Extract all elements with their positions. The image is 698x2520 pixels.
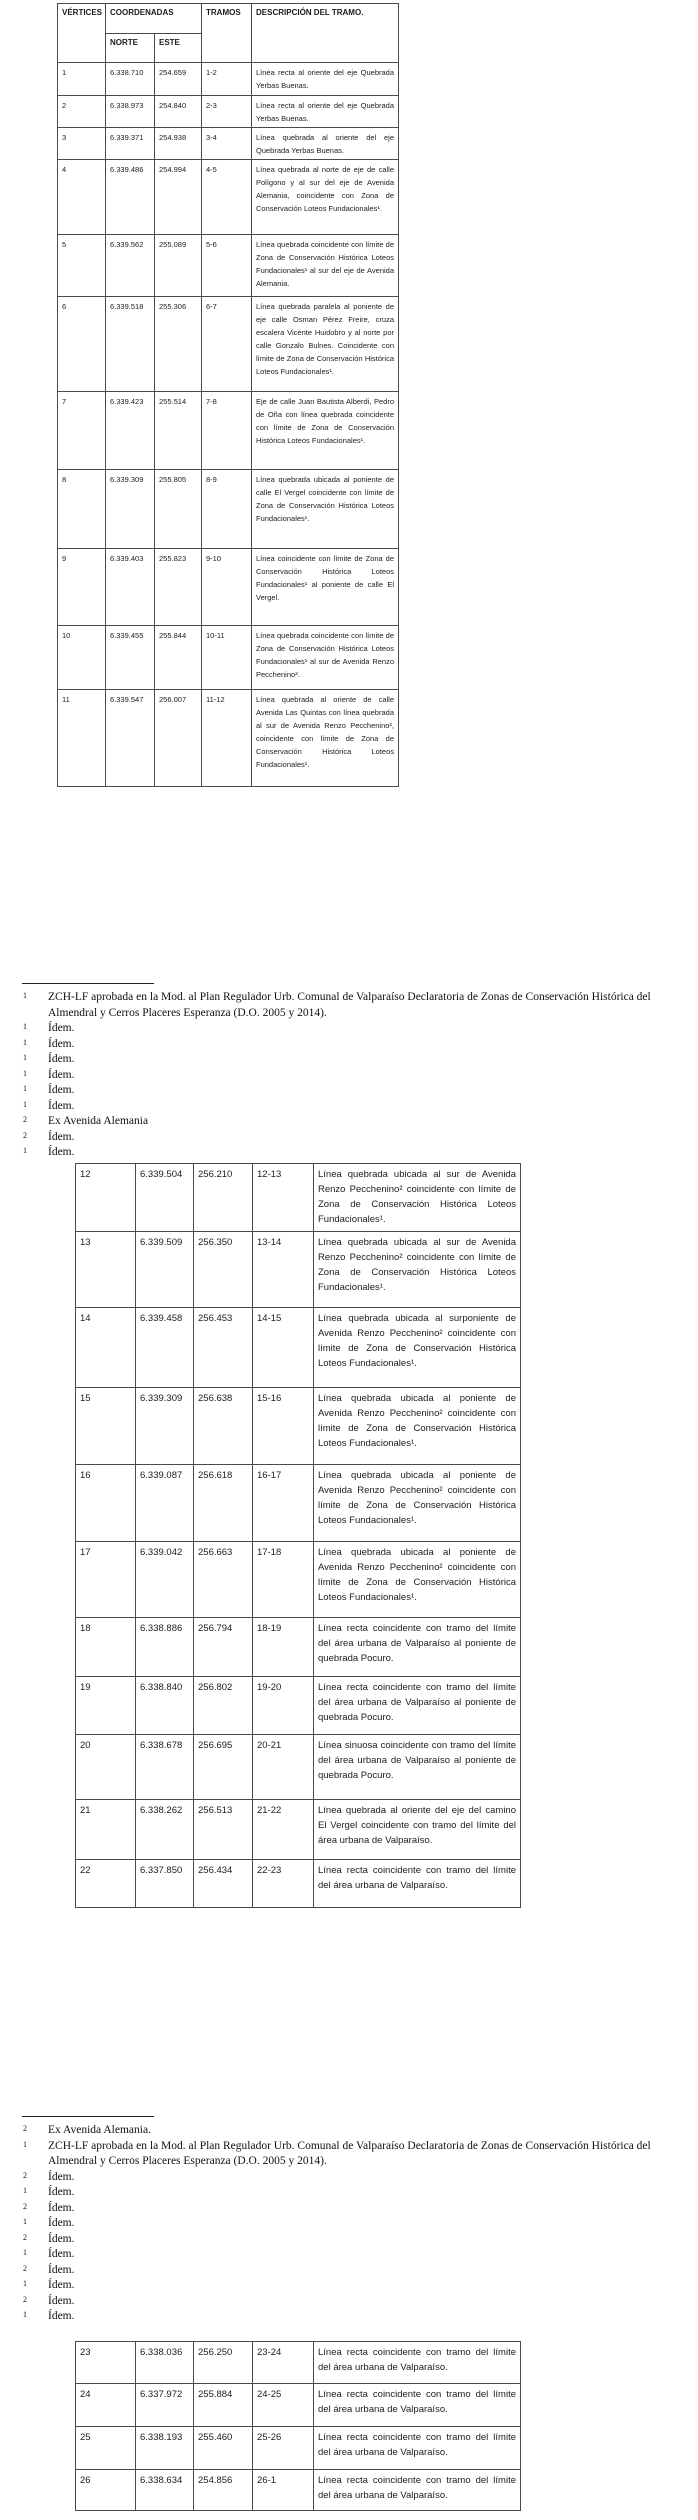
footnote-text: Ídem. [48,2201,75,2214]
footnote-text: Ídem. [48,2294,75,2307]
cell-vertice: 7 [58,392,106,470]
cell-vertice: 2 [58,96,106,128]
cell-norte: 6.338.678 [136,1735,194,1800]
cell-tramo: 14-15 [253,1308,314,1388]
footnote-text: Ídem. [48,2248,75,2260]
cell-tramo: 6-7 [202,297,252,392]
cell-vertice: 10 [58,626,106,690]
cell-norte: 6.339.309 [106,470,155,549]
footnote-item [20,2232,682,2248]
cell-descripcion: Línea quebrada ubicada al poniente de Avenida Renzo Pecchenino² coincidente con límite de Zona de Conservación Histórica Loteos Fundacionales¹. [314,1388,521,1465]
footnote-item [20,2201,682,2217]
cell-tramo: 18-19 [253,1618,314,1677]
cell-vertice: 14 [76,1308,136,1388]
cell-norte: 6.339.504 [136,1164,194,1232]
footnote-marker: 1 [23,1068,27,1078]
cell-descripcion: Línea quebrada paralela al poniente de eje calle Osman Pérez Freire, cruza escalera Vicente Huidobro y al norte por calle Gonzalo Bulnes. Coincidente con límite de Zona de Conservación Histórica Loteos Fundacionales¹. [252,297,399,392]
cell-vertice: 26 [76,2470,136,2511]
cell-este: 254.659 [155,63,202,96]
footnote-marker: 1 [23,1099,27,1109]
cell-norte: 6.338.710 [106,63,155,96]
cell-descripcion: Línea recta al oriente del eje Quebrada Yerbas Buenas. [252,96,399,128]
cell-este: 254.840 [155,96,202,128]
cell-vertice: 15 [76,1388,136,1465]
cell-descripcion: Línea quebrada al oriente del eje del camino El Vergel coincidente con tramo del límite del área urbana de Valparaíso. [314,1800,521,1860]
cell-norte: 6.338.840 [136,1677,194,1735]
table-row [76,2384,521,2427]
table3-body [76,2342,521,2511]
footnote-marker: 2 [23,1130,27,1140]
table-row [58,690,399,787]
footnote-marker: 1 [23,1053,27,1062]
footnote-item [20,2216,682,2232]
footnote-text: Ídem. [48,1130,75,1143]
footnote-item [20,2263,682,2279]
cell-descripcion: Línea recta coincidente con tramo del límite del área urbana de Valparaíso. [314,2427,521,2470]
cell-tramo: 10-11 [202,626,252,690]
footnote-marker: 1 [23,1022,27,1031]
table1-body [58,63,399,787]
cell-este: 256.210 [194,1164,253,1232]
cell-este: 256.663 [194,1542,253,1618]
cell-vertice: 6 [58,297,106,392]
cell-este: 255.306 [155,297,202,392]
footnote-item [20,1052,682,1068]
cell-este: 256.250 [194,2342,253,2384]
cell-vertice: 4 [58,160,106,235]
cell-vertice: 22 [76,1860,136,1908]
cell-norte: 6.339.042 [136,1542,194,1618]
cell-norte: 6.337.972 [136,2384,194,2427]
cell-vertice: 17 [76,1542,136,1618]
footnote-text: Ídem. [48,2310,75,2322]
cell-vertice: 3 [58,128,106,160]
cell-norte: 6.338.193 [136,2427,194,2470]
footnote-text: Ídem. [48,2279,75,2291]
table-row [76,1735,521,1800]
cell-norte: 6.339.309 [136,1388,194,1465]
cell-este: 254.856 [194,2470,253,2511]
footnote-text: Ídem. [48,1099,75,1112]
cell-norte: 6.339.518 [106,297,155,392]
cell-norte: 6.339.562 [106,235,155,297]
cell-descripcion: Línea quebrada ubicada al sur de Avenida Renzo Pecchenino² coincidente con límite de Zona de Conservación Histórica Loteos Fundacionales¹. [314,1232,521,1308]
table-row [76,1860,521,1908]
cell-este: 256.513 [194,1800,253,1860]
table-row [58,160,399,235]
cell-descripcion: Línea recta coincidente con tramo del límite del área urbana de Valparaíso. [314,2342,521,2384]
cell-descripcion: Línea recta coincidente con tramo del límite del área urbana de Valparaíso. [314,2470,521,2511]
cell-norte: 6.339.458 [136,1308,194,1388]
footnote-marker: 1 [23,2310,27,2319]
cell-tramo: 1-2 [202,63,252,96]
cell-descripcion: Línea recta coincidente con tramo del límite del área urbana de Valparaíso. [314,2384,521,2427]
header-norte: NORTE [106,34,155,63]
table-row [58,470,399,549]
table-row [58,96,399,128]
footnote-text: ZCH-LF aprobada en la Mod. al Plan Regulador Urb. Comunal de Valparaíso Declaratoria de Zonas de Conservación Histórica del Almendral y Cerros Placeres Esperanza (D.O. 2005 y 2014). [48,2139,651,2167]
header-descripcion: DESCRIPCIÓN DEL TRAMO. [252,4,399,63]
cell-descripcion: Línea quebrada ubicada al surponiente de Avenida Renzo Pecchenino² coincidente con límite de Zona de Conservación Histórica Loteos Fundacionales¹. [314,1308,521,1388]
footnote-marker: 1 [23,2139,27,2149]
cell-vertice: 5 [58,235,106,297]
footnote-marker: 1 [23,1146,27,1155]
cell-tramo: 19-20 [253,1677,314,1735]
table-row [76,1618,521,1677]
footnote-marker: 2 [23,2263,27,2273]
cell-norte: 6.339.087 [136,1465,194,1542]
footnote-text: ZCH-LF aprobada en la Mod. al Plan Regulador Urb. Comunal de Valparaíso Declaratoria de Zonas de Conservación Histórica del Almendral y Cerros Placeres Esperanza (D.O. 2005 y 2014). [48,991,651,1019]
cell-este: 256.802 [194,1677,253,1735]
cell-descripcion: Línea quebrada al oriente de calle Avenida Las Quintas con línea quebrada al sur de Avenida Renzo Pecchenino², coincidente con límite de Zona de Conservación Histórica Loteos Fundacionales¹. [252,690,399,787]
cell-tramo: 26-1 [253,2470,314,2511]
cell-tramo: 2-3 [202,96,252,128]
cell-norte: 6.338.262 [136,1800,194,1860]
table-row [58,626,399,690]
cell-este: 256.453 [194,1308,253,1388]
table-row [76,2470,521,2511]
footnote-marker: 1 [23,2186,27,2195]
header-coordenadas: COORDENADAS [106,4,202,34]
table-row [76,1542,521,1618]
footnote-marker: 2 [23,2201,27,2211]
table-row [58,235,399,297]
footnote-item [20,1037,682,1053]
footnote-marker: 2 [23,2124,27,2133]
cell-tramo: 5-6 [202,235,252,297]
table-row [76,2342,521,2384]
cell-descripcion: Línea quebrada ubicada al sur de Avenida Renzo Pecchenino² coincidente con límite de Zona de Conservación Histórica Loteos Fundacionales¹. [314,1164,521,1232]
footnote-item [20,2170,682,2186]
table-row [58,392,399,470]
cell-este: 255.514 [155,392,202,470]
cell-descripcion: Línea quebrada al oriente del eje Quebrada Yerbas Buenas. [252,128,399,160]
footnotes-block-2 [20,2116,682,2325]
cell-norte: 6.339.547 [106,690,155,787]
cell-norte: 6.338.973 [106,96,155,128]
footnote-item [20,2278,682,2294]
cell-vertice: 16 [76,1465,136,1542]
footnote-separator-rule [22,983,154,984]
table-row [76,2427,521,2470]
cell-norte: 6.338.886 [136,1618,194,1677]
table-row [58,63,399,96]
footnote-marker: 1 [23,991,27,1000]
cell-este: 256.618 [194,1465,253,1542]
header-vertices: VÉRTICES [58,4,106,63]
cell-vertice: 9 [58,549,106,626]
footnote-marker: 2 [23,1115,27,1124]
cell-vertice: 13 [76,1232,136,1308]
cell-tramo: 24-25 [253,2384,314,2427]
cell-tramo: 4-5 [202,160,252,235]
vertices-coordinates-table-2 [75,1163,521,1908]
cell-este: 255.844 [155,626,202,690]
footnote-item [20,990,682,1021]
cell-descripcion: Línea quebrada al norte de eje de calle Polígono y al sur del eje de Avenida Alemania, coincidente con Zona de Conservación Loteos Fundacionales¹. [252,160,399,235]
footnote-separator-rule [22,2116,154,2117]
table-row [76,1232,521,1308]
vertices-coordinates-table-3 [75,2341,521,2511]
footnote-item [20,2123,682,2139]
cell-tramo: 25-26 [253,2427,314,2470]
cell-norte: 6.339.371 [106,128,155,160]
cell-descripcion: Línea sinuosa coincidente con tramo del límite del área urbana de Valparaíso al poniente de quebrada Pocuro. [314,1735,521,1800]
cell-norte: 6.339.455 [106,626,155,690]
cell-este: 254.938 [155,128,202,160]
cell-vertice: 19 [76,1677,136,1735]
cell-vertice: 12 [76,1164,136,1232]
cell-descripcion: Línea recta coincidente con tramo del límite del área urbana de Valparaíso al poniente de quebrada Pocuro. [314,1618,521,1677]
cell-descripcion: Línea quebrada ubicada al poniente de calle El Vergel coincidente con límite de Zona de Conservación Histórica Loteos Fundacionales¹. [252,470,399,549]
table-header-row [58,4,399,34]
footnote-list [20,2123,682,2325]
cell-descripcion: Eje de calle Juan Bautista Alberdi, Pedro de Oña con línea quebrada coincidente con límite de Zona de Conservación Histórica Loteos Fundacionales¹. [252,392,399,470]
table-row [76,1308,521,1388]
footnote-marker: 2 [23,2170,27,2180]
footnote-text: Ídem. [48,2186,75,2198]
footnote-text: Ídem. [48,1022,75,1034]
footnote-item [20,2247,682,2263]
footnote-marker: 1 [23,1037,27,1047]
footnote-text: Ídem. [48,2232,75,2245]
cell-este: 255.823 [155,549,202,626]
footnote-list [20,990,682,1161]
footnote-text: Ídem. [48,1053,75,1065]
footnotes-block-1 [20,983,682,1161]
table1-header [58,4,399,63]
cell-tramo: 16-17 [253,1465,314,1542]
cell-este: 254.994 [155,160,202,235]
cell-norte: 6.338.036 [136,2342,194,2384]
footnote-item [20,1083,682,1099]
cell-vertice: 18 [76,1618,136,1677]
table-row [76,1677,521,1735]
footnote-marker: 1 [23,1084,27,1093]
cell-este: 256.695 [194,1735,253,1800]
header-tramos: TRAMOS [202,4,252,63]
cell-tramo: 7-8 [202,392,252,470]
footnote-text: Ídem. [48,1146,75,1158]
cell-este: 256.638 [194,1388,253,1465]
cell-vertice: 25 [76,2427,136,2470]
cell-norte: 6.337.850 [136,1860,194,1908]
footnote-item [20,1145,682,1161]
table-row [58,549,399,626]
cell-vertice: 11 [58,690,106,787]
table-row [76,1164,521,1232]
cell-tramo: 20-21 [253,1735,314,1800]
cell-tramo: 17-18 [253,1542,314,1618]
cell-tramo: 3-4 [202,128,252,160]
cell-vertice: 23 [76,2342,136,2384]
footnote-item [20,1130,682,1146]
table2-body [76,1164,521,1908]
cell-vertice: 20 [76,1735,136,1800]
vertices-coordinates-table-1 [57,3,399,787]
cell-descripcion: Línea recta coincidente con tramo del límite del área urbana de Valparaíso al poniente de quebrada Pocuro. [314,1677,521,1735]
cell-descripcion: Línea quebrada coincidente con límite de Zona de Conservación Histórica Loteos Fundacionales¹ al sur del eje de Avenida Alemania. [252,235,399,297]
table-row [76,1388,521,1465]
cell-tramo: 23-24 [253,2342,314,2384]
cell-vertice: 1 [58,63,106,96]
cell-descripcion: Línea quebrada coincidente con límite de Zona de Conservación Histórica Loteos Fundacionales¹ al sur de Avenida Renzo Pecchenino². [252,626,399,690]
cell-norte: 6.339.403 [106,549,155,626]
footnote-item [20,1114,682,1130]
cell-tramo: 8-9 [202,470,252,549]
footnote-text: Ex Avenida Alemania. [48,2124,151,2136]
cell-norte: 6.339.509 [136,1232,194,1308]
cell-descripcion: Línea quebrada ubicada al poniente de Avenida Renzo Pecchenino² coincidente con límite de Zona de Conservación Histórica Loteos Fundacionales¹. [314,1465,521,1542]
cell-descripcion: Línea recta al oriente del eje Quebrada Yerbas Buenas. [252,63,399,96]
cell-tramo: 12-13 [253,1164,314,1232]
cell-tramo: 9-10 [202,549,252,626]
footnote-text: Ídem. [48,1068,75,1081]
cell-tramo: 15-16 [253,1388,314,1465]
cell-vertice: 21 [76,1800,136,1860]
footnote-marker: 2 [23,2294,27,2304]
cell-tramo: 22-23 [253,1860,314,1908]
table-row [58,128,399,160]
cell-este: 256.007 [155,690,202,787]
footnote-item [20,2139,682,2170]
cell-este: 256.434 [194,1860,253,1908]
footnote-text: Ídem. [48,2263,75,2276]
cell-tramo: 11-12 [202,690,252,787]
cell-descripcion: Línea coincidente con límite de Zona de Conservación Histórica Loteos Fundacionales¹ al poniente de calle El Vergel. [252,549,399,626]
footnote-text: Ídem. [48,1037,75,1050]
cell-norte: 6.339.423 [106,392,155,470]
footnote-item [20,2294,682,2310]
footnote-marker: 2 [23,2232,27,2242]
footnote-text: Ídem. [48,2170,75,2183]
cell-vertice: 24 [76,2384,136,2427]
cell-este: 256.350 [194,1232,253,1308]
cell-descripcion: Línea quebrada ubicada al poniente de Avenida Renzo Pecchenino² coincidente con límite de Zona de Conservación Histórica Loteos Fundacionales¹. [314,1542,521,1618]
footnote-marker: 1 [23,2279,27,2288]
cell-este: 255.089 [155,235,202,297]
footnote-text: Ex Avenida Alemania [48,1115,149,1127]
table-row [76,1465,521,1542]
footnote-item [20,2185,682,2201]
footnote-item [20,1021,682,1037]
table-row [58,297,399,392]
cell-norte: 6.339.486 [106,160,155,235]
cell-este: 256.794 [194,1618,253,1677]
footnote-text: Ídem. [48,1084,75,1096]
cell-vertice: 8 [58,470,106,549]
header-este: ESTE [155,34,202,63]
cell-este: 255.884 [194,2384,253,2427]
footnote-item [20,1068,682,1084]
footnote-item [20,1099,682,1115]
cell-norte: 6.338.634 [136,2470,194,2511]
cell-tramo: 13-14 [253,1232,314,1308]
footnote-text: Ídem. [48,2217,75,2229]
footnote-marker: 1 [23,2248,27,2257]
cell-este: 255.805 [155,470,202,549]
footnote-item [20,2309,682,2325]
footnote-marker: 1 [23,2217,27,2226]
table-row [76,1800,521,1860]
cell-descripcion: Línea recta coincidente con tramo del límite del área urbana de Valparaíso. [314,1860,521,1908]
cell-tramo: 21-22 [253,1800,314,1860]
cell-este: 255.460 [194,2427,253,2470]
